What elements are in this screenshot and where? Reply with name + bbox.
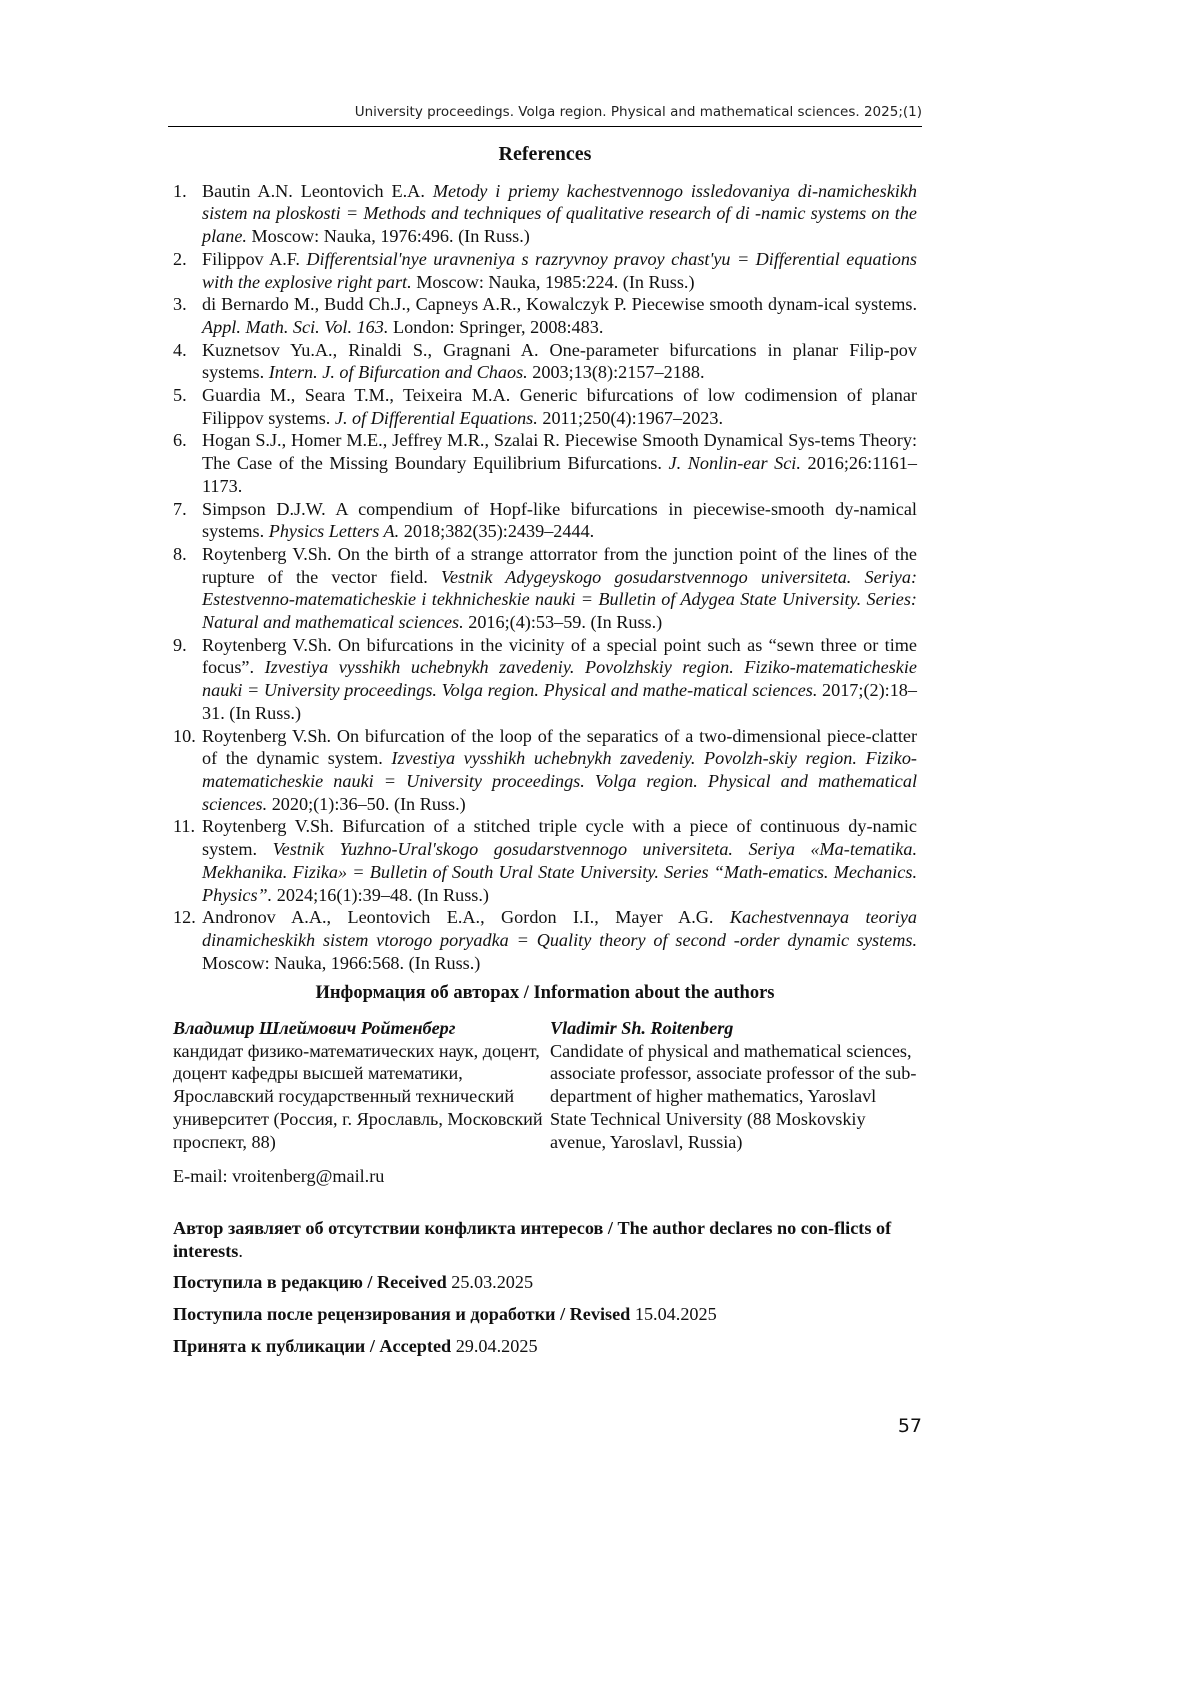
author-name-ru: Владимир Шлеймович Ройтенберг — [173, 1018, 456, 1039]
reference-source: 2011;250(4):1967–2023. — [537, 407, 724, 428]
conflict-period: . — [238, 1240, 243, 1261]
reference-authors: Roytenberg V.Sh. On bifurcation of the loop of the separatics of a two-dimensional piece-clatter of the dynamic system. — [202, 725, 917, 769]
reference-number: 2. — [173, 248, 187, 269]
reference-authors: Andronov A.A., Leontovich E.A., Gordon I.I., Mayer A.G. — [202, 907, 730, 928]
author-affiliation-en: Candidate of physical and mathematical sciences, associate professor, associate professor of the sub-department of higher mathematics, Yaroslavl State Technical University (88 Moskovskiy avenue, Yaroslavl, Russia) — [549, 1040, 917, 1152]
reference-number: 11. — [173, 816, 196, 837]
reference-title: J. Nonlin-ear Sci. — [668, 453, 801, 474]
reference-source: 2018;382(35):2439–2444. — [399, 521, 595, 542]
reference-source: 2016;(4):53–59. (In Russ.) — [463, 612, 663, 633]
reference-authors: Bautin A.N. Leontovich E.A. — [202, 180, 433, 201]
revised-date — [173, 1303, 917, 1326]
accepted-date — [173, 1335, 917, 1358]
reference-title: Vestnik Yuzhno-Ural'skogo gosudarstvennogo universiteta. Seriya «Ma-tematika. Mekhanika. Fizika» = Bulletin of South Ural State University. Series “Math-ematics. Mechanics. Physics”. — [202, 839, 917, 905]
running-head: University proceedings. Volga region. Physical and mathematical sciences. 2025;(1) — [354, 104, 922, 120]
reference-number: 3. — [173, 294, 187, 315]
reference-item — [173, 384, 917, 429]
reference-number: 9. — [173, 634, 187, 655]
reference-number: 8. — [173, 543, 187, 564]
reference-item — [173, 429, 917, 497]
reference-number: 7. — [173, 498, 187, 519]
reference-title: Metody i priemy kachestvennogo issledovaniya di-namicheskikh sistem na ploskosti = Methods and techniques of qualitative research of di -namic systems on the plane. — [202, 180, 917, 247]
reference-title: Kachestvennaya teoriya dinamicheskikh sistem vtorogo poryadka = Quality theory of second -order dynamic systems. — [202, 907, 917, 950]
received-value: 25.03.2025 — [446, 1272, 534, 1293]
conflict-statement — [173, 1217, 917, 1262]
reference-authors: Roytenberg V.Sh. Bifurcation of a stitched triple cycle with a piece of continuous dy-namic system. — [202, 816, 917, 860]
reference-authors: Simpson D.J.W. A compendium of Hopf-like bifurcations in piecewise-smooth dy-namical systems. — [202, 498, 917, 542]
authors-title: Информация об авторах / Information about the authors — [315, 983, 775, 1004]
header-rule — [168, 126, 922, 127]
reference-number: 1. — [173, 180, 187, 201]
reference-item — [173, 293, 917, 338]
author-info-english — [550, 1017, 917, 1153]
references-title: References — [498, 143, 592, 165]
reference-authors: Filippov A.F. — [202, 248, 307, 269]
received-label: Поступила в редакцию / Received — [173, 1272, 447, 1293]
page-content — [173, 143, 917, 1357]
conflict-text: Автор заявляет об отсутствии конфликта интересов / The author declares no con-flicts of interests — [173, 1217, 892, 1261]
author-info-russian — [173, 1017, 550, 1153]
reference-title: Appl. Math. Sci. Vol. 163. — [202, 316, 389, 337]
revised-value: 15.04.2025 — [630, 1304, 717, 1325]
reference-number: 6. — [173, 430, 187, 451]
reference-item — [173, 339, 917, 384]
reference-source: London: Springer, 2008:483. — [388, 316, 604, 337]
reference-item — [173, 180, 917, 248]
reference-title: J. of Differential Equations. — [334, 407, 538, 428]
reference-number: 4. — [173, 339, 187, 360]
reference-authors: Roytenberg V.Sh. On the birth of a strange attorrator from the junction point of the lines of the rupture of the vector field. — [202, 543, 917, 587]
reference-item — [173, 543, 917, 634]
reference-source: Moscow: Nauka, 1985:224. (In Russ.) — [411, 271, 695, 292]
reference-title: Intern. J. of Bifurcation and Chaos. — [268, 362, 528, 383]
reference-item — [173, 498, 917, 543]
reference-source: 2024;16(1):39–48. (In Russ.) — [272, 884, 489, 905]
reference-title: Vestnik Adygeyskogo gosudarstvennogo universiteta. Seriya: Estestvenno-matematicheskie i tekhnicheskie nauki = Bulletin of Adygea State University. Series: Natural and mathematical sciences. — [202, 566, 918, 633]
accepted-label: Принята к публикации / Accepted — [173, 1335, 452, 1356]
received-date — [173, 1271, 917, 1294]
reference-title: Differentsial'nye uravneniya s razryvnoy pravoy chast'yu = Differential equations with the explosive right part. — [202, 248, 917, 292]
reference-number: 5. — [173, 385, 187, 406]
reference-item — [173, 725, 917, 816]
reference-item — [173, 248, 917, 293]
reference-authors: di Bernardo M., Budd Ch.J., Capneys A.R., Kowalczyk P. Piecewise smooth dynam-ical systems. — [202, 294, 917, 315]
reference-source: 2003;13(8):2157–2188. — [527, 362, 705, 383]
reference-number: 10. — [173, 725, 196, 746]
author-affiliation-ru: кандидат физико-математических наук, доцент, доцент кафедры высшей математики, Ярославский государственный технический университет (Россия, г. Ярославль, Московский проспект, 88) — [173, 1040, 543, 1152]
reference-title: Physics Letters A. — [268, 521, 400, 542]
author-name-en: Vladimir Sh. Roitenberg — [549, 1018, 734, 1039]
reference-authors: Roytenberg V.Sh. On bifurcations in the vicinity of a special point such as “sewn three or time focus”. — [202, 634, 917, 678]
accepted-value: 29.04.2025 — [451, 1335, 538, 1356]
reference-source: Moscow: Nauka, 1976:496. (In Russ.) — [246, 226, 530, 247]
reference-number: 12. — [173, 907, 196, 928]
reference-title: Izvestiya vysshikh uchebnykh zavedeniy. Povolzh-skiy region. Fiziko-matematicheskie nauki = University proceedings. Volga region. Physical and mathematical sciences. — [202, 748, 917, 814]
reference-source: 2017;(2):18–31. (In Russ.) — [202, 680, 917, 723]
reference-item — [173, 634, 917, 725]
page-number: 57 — [897, 1415, 922, 1437]
reference-authors: Guardia M., Seara T.M., Teixeira M.A. Generic bifurcations of low codimension of planar Filippov systems. — [202, 385, 917, 428]
reference-source: 2020;(1):36–50. (In Russ.) — [267, 793, 466, 814]
reference-source: Moscow: Nauka, 1966:568. (In Russ.) — [202, 952, 481, 973]
reference-item — [173, 815, 917, 906]
author-email: E-mail: vroitenberg@mail.ru — [173, 1166, 385, 1187]
reference-list — [173, 180, 917, 975]
revised-label: Поступила после рецензирования и доработки / Revised — [173, 1304, 631, 1325]
reference-authors: Hogan S.J., Homer M.E., Jeffrey M.R., Szalai R. Piecewise Smooth Dynamical Sys-tems Theory: The Case of the Missing Boundary Equilibrium Bifurcations. — [202, 430, 917, 474]
reference-authors: Kuznetsov Yu.A., Rinaldi S., Gragnani A. One-parameter bifurcations in planar Filip-pov systems. — [202, 339, 917, 383]
reference-source: 2016;26:1161–1173. — [202, 453, 917, 496]
author-info — [173, 1017, 917, 1153]
reference-item — [173, 906, 917, 974]
reference-title: Izvestiya vysshikh uchebnykh zavedeniy. Povolzhskiy region. Fiziko-matematicheskie nauki = University proceedings. Volga region. Physical and mathe-matical sciences. — [202, 657, 917, 701]
